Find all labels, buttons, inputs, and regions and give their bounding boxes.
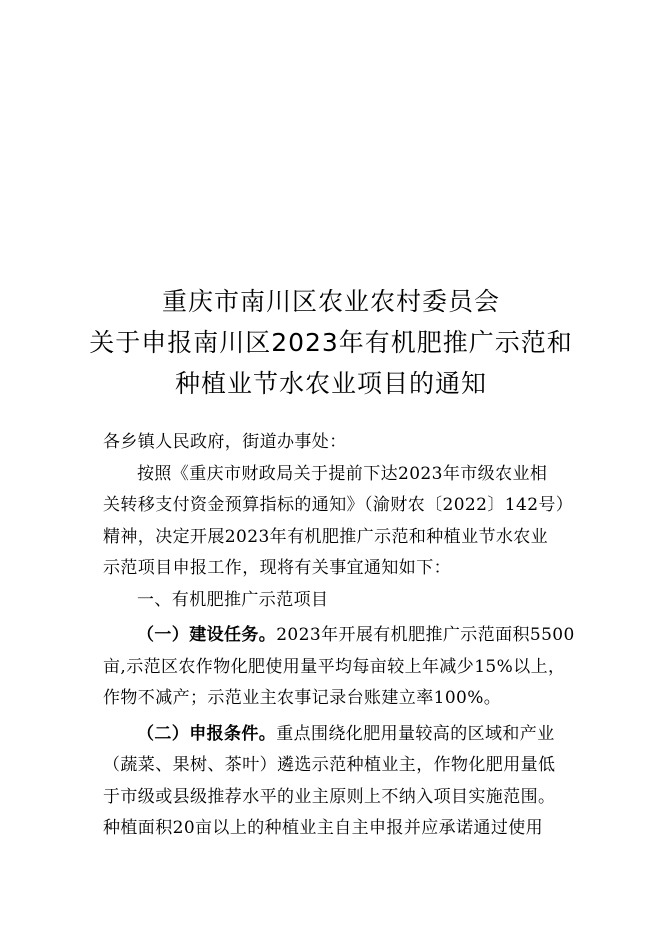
title-line-2: 关于申报南川区2023年有机肥推广示范和 (89, 328, 573, 357)
item2-text-2: （蔬菜、果树、茶叶）遴选示范种植业主，作物化肥用量低 (103, 755, 556, 775)
title-line-3: 种植业节水农业项目的通知 (174, 369, 487, 398)
item1-text-1: 2023年开展有机肥推广示范面积5500 (276, 625, 575, 645)
item1-text-2: 亩,示范区农作物化肥使用量平均每亩较上年减少15%以上， (103, 656, 566, 677)
intro-line-1: 按照《重庆市财政局关于提前下达2023年市级农业相 (137, 463, 548, 484)
title-line-1: 重庆市南川区农业农村委员会 (161, 287, 500, 316)
document-body (103, 427, 575, 845)
section-heading: 一、有机肥推广示范项目 (137, 589, 329, 610)
intro-line-4: 示范项目申报工作，现将有关事宜通知如下： (103, 558, 451, 578)
document-title (0, 281, 662, 404)
item2-label: （二）申报条件。 (137, 723, 277, 744)
item2-text-3: 于市级或县级推荐水平的业主原则上不纳入项目实施范围。 (103, 786, 556, 807)
item2-text-4: 种植面积20亩以上的种植业主自主申报并应承诺通过使用 (103, 818, 544, 838)
item1-text-3: 作物不减产；示范业主农事记录台账建立率100%。 (103, 688, 502, 708)
item2-text-1: 重点围绕化肥用量较高的区域和产业 (276, 723, 555, 744)
intro-line-3: 精神，决定开展2023年有机肥推广示范和种植业节水农业 (103, 526, 549, 547)
salutation: 各乡镇人民政府，街道办事处： (103, 432, 347, 452)
intro-line-2: 关转移支付资金预算指标的通知》（渝财农〔2022〕142号） (103, 495, 574, 515)
item1-label: （一）建设任务。 (137, 625, 277, 645)
item2-first-line (103, 719, 569, 751)
item1-first-line (103, 620, 575, 652)
